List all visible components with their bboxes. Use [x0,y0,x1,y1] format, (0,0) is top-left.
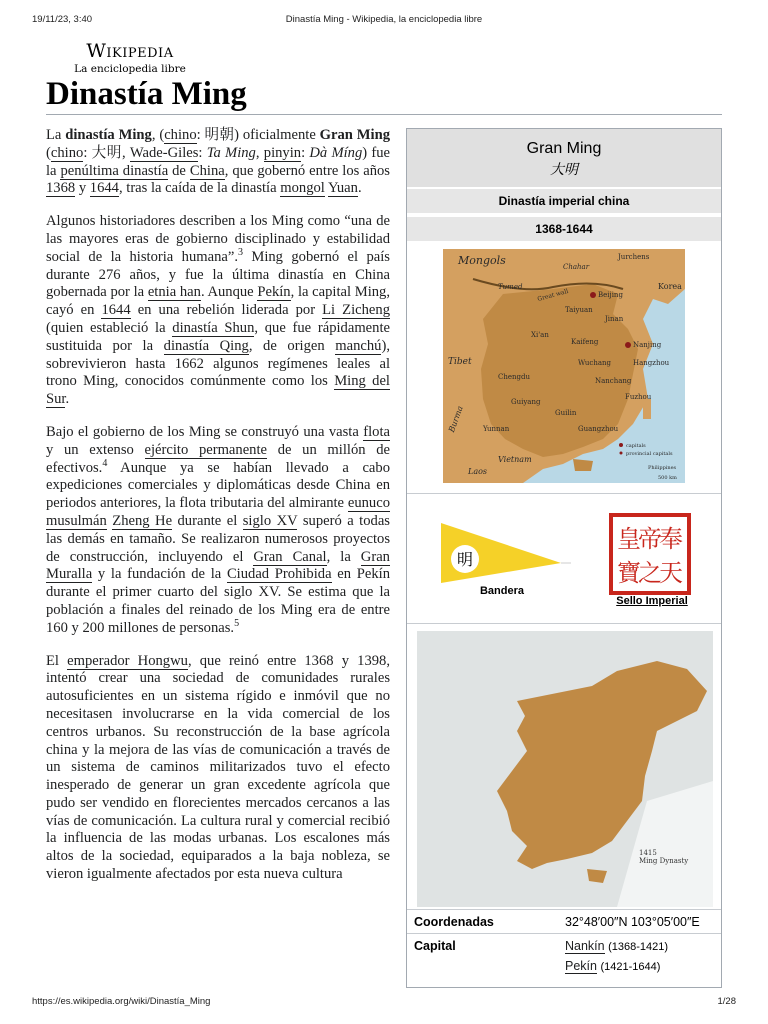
link-1644[interactable]: 1644 [89,180,119,197]
infobox [406,128,722,988]
link-dinastia-shun[interactable]: dinastía Shun [172,319,255,336]
map-label: Philippines [648,465,677,471]
link-zheng-he[interactable]: Zheng He [112,512,173,529]
infobox-subtitle: Dinastía imperial china [407,189,721,213]
map-label: Chengdu [498,373,530,381]
infobox-native-name: 大明 [550,161,578,177]
capital-label: Capital [414,939,456,953]
bold-term: dinastía Ming [65,127,152,143]
map-label: Laos [468,467,488,476]
print-title: Dinastía Ming - Wikipedia, la enciclopedia libre [285,14,483,25]
link-etnia-han[interactable]: etnia han [147,284,201,301]
imperial-seal-image[interactable] [609,513,691,595]
map-label: Korea [658,282,682,291]
wikipedia-logo[interactable] [65,40,195,76]
link-chino[interactable]: chino [50,144,84,161]
seal-char: 皇 [617,526,641,553]
map-label: Taiyuan [565,306,593,314]
bold-term: Gran Ming [319,127,390,143]
ming-provinces-map[interactable] [443,249,685,483]
reference-link[interactable]: 5 [234,617,240,629]
capital-years: (1421-1644) [600,961,661,973]
infobox-row-capital [407,939,721,985]
infobox-divider [407,493,721,494]
seal-char: 之 [638,560,662,587]
page-title: Dinastía Ming [46,76,247,112]
link-1368[interactable]: 1368 [46,180,76,197]
link-manchu[interactable]: manchú [335,337,382,354]
map-label: Guangzhou [578,425,619,433]
link-flota[interactable]: flota [363,423,390,440]
map-label: Vietnam [498,455,532,464]
print-footer [0,996,768,1010]
print-url: https://es.wikipedia.org/wiki/Dinastía_Ming [32,996,211,1007]
link-siglo-xv[interactable]: siglo XV [242,512,298,529]
link-yuan[interactable]: Yuan [327,180,358,197]
map-label: Chahar [563,263,590,271]
map-label: Tibet [448,357,472,367]
coordinates-label: Coordenadas [414,915,494,929]
map-label: Yunnan [483,425,510,433]
link-mongol[interactable]: mongol [280,180,325,197]
infobox-divider [407,623,721,624]
infobox-divider [407,933,721,934]
map-legend-provincial: provincial capitals [626,451,673,457]
infobox-header [407,129,721,187]
link-li-zicheng[interactable]: Li Zicheng [322,302,390,319]
map-label: Tumed [498,283,523,291]
map-label: Fuzhou [625,393,652,401]
print-page-number: 1/28 [717,996,736,1007]
print-header [0,14,768,28]
flag-caption: Bandera [479,585,525,597]
map-label: Xi'an [531,331,549,339]
logo-tagline: La enciclopedia libre [74,63,186,75]
link-emperador-hongwu[interactable]: emperador Hongwu [67,652,188,669]
map-legend-capitals: capitals [626,443,646,449]
reference-link[interactable]: 4 [102,457,108,469]
map-scale: 500 km [658,475,677,481]
link-china[interactable]: China [189,162,225,179]
reference-link[interactable]: 3 [237,246,243,258]
title-divider [46,114,722,115]
paragraph-3: Bajo el gobierno de los Ming se construyó una vasta flota y un extenso ejército permanente de un millón de efectivos.$^4$ Aunque ya se habían llevado a cabo expediciones comerciales y diplomáticas desde China en periodos anteriores, la flota tributaria del almirante eunuco musulmán Zheng He durante el siglo XV superó a todas las demás en tamaño. Se realizaron numerosos proyectos de construcción, incluyendo el Gran Canal, la Gran Muralla y la fundación de la Ciudad Prohibida en Pekín durante el primer cuarto del siglo XV. Se estima que la población a finales del reinado de los Ming era de entre 160 y 200 millones de personas.$^5$ [46,423,390,636]
link-eunuco[interactable]: eunuco [347,495,390,512]
link-gran-canal[interactable]: Gran Canal [253,548,327,565]
infobox-divider [407,909,721,910]
map-label: Guilin [555,409,577,417]
link-pinyin[interactable]: pinyin [263,144,302,161]
ming-1415-map[interactable] [417,631,713,907]
legend-marker [619,443,623,447]
link-ming-del-sur[interactable]: Ming del Sur [46,373,390,408]
map-label: Jinan [605,315,624,323]
map-label: Hangzhou [633,359,670,367]
seal-char: 天 [659,560,683,587]
link-chino[interactable]: chino [164,127,197,143]
flag-image[interactable] [441,523,571,583]
link-ejercito-permanente[interactable]: ejército permanente [144,441,268,458]
flag-character: 明 [456,552,474,569]
paragraph-1: La dinastía Ming, (chino: 明朝) oficialmente Gran Ming (chino: 大明, Wade-Giles: Ta Ming, pinyin: Dà Míng) fue la penúltima dinastía de China, que gobernó entre los años 1368 y 1644, tras la caída de la dinastía mongol Yuan. [46,127,391,197]
seal-char: 寶 [617,560,641,587]
map-label: Nanchang [595,377,632,385]
map-label: Nanjing [633,341,662,349]
capital-link-nankin[interactable]: Nankín [565,939,605,953]
infobox-title: Gran Ming [526,140,602,157]
capital-marker [590,292,596,298]
map-label: Guiyang [511,398,541,406]
print-date: 19/11/23, 3:40 [32,14,93,25]
capital-years: (1368-1421) [608,941,669,953]
map-label: Kaifeng [571,338,599,346]
map-caption: Ming Dynasty [639,857,689,865]
link-gran-muralla[interactable]: Gran Muralla [46,548,390,583]
link-penultima-dinastia[interactable]: penúltima dinastía [60,162,169,179]
link-wade-giles[interactable]: Wade-Giles [129,144,199,161]
link-1644[interactable]: 1644 [101,302,131,319]
capital-link-pekin[interactable]: Pekín [565,959,597,973]
logo-wordmark: Wikipedia [86,40,174,62]
infobox-period: 1368-1644 [407,217,721,241]
link-ciudad-prohibida[interactable]: Ciudad Prohibida [226,566,332,583]
taiwan-island [643,399,651,419]
coordinates-value[interactable]: 32°48′00″N 103°05′00″E [565,915,700,929]
map-year: 1415 [639,849,657,857]
paragraph-2: Algunos historiadores describen a los Ming como “una de las mayores eras de gobierno disciplinado y estabilidad social de la historia humana”.$^3$ Ming gobernó el país durante 276 años, y fue la última dinastía en China gobernada por la etnia han. Aunque Pekín, la capital Ming, cayó en 1644 en una rebelión liderada por Li Zicheng (quien estableció la dinastía Shun, que fue rápidamente sustituida por la dinastía Qing, de origen manchú), sobrevivieron hasta 1662 algunos regímenes leales al trono Ming, conocidos comúnmente como los Ming del Sur. [46,213,390,408]
legend-marker [620,452,623,455]
seal-char: 奉 [659,526,683,553]
article-body [46,127,390,899]
map-label: Burma [447,404,465,434]
seal-caption-link[interactable]: Sello Imperial [616,595,688,607]
capital-marker [625,342,631,348]
seal-char: 帝 [638,526,662,553]
link-pekin[interactable]: Pekín [257,284,291,301]
map-label: Beijing [598,291,623,299]
map-label: Great wall [536,287,570,303]
map-label: Wuchang [578,359,612,367]
paragraph-4: El emperador Hongwu, que reinó entre 1368 y 1398, intentó crear una sociedad de comunidades rurales autosuficientes en un sistema rígido e inmóvil que no necesitasen involucrarse en la vida comercial de los centros urbanos. Su reconstrucción de la base agrícola china y la mejora de las vías de comunicación a través de un sistema de caminos militarizados tuvo el efecto inesperado de generar un gran excedente agrícola que pudo ser vendido en florecientes mercados cercanos a las vías de comunicación. La cultura rural y comercial recibió la influencia de las modas urbanas. Los escalones más altos de la sociedad, equiparados a la baja nobleza, se vieron igualmente afectados por esta nueva cultura [46,652,390,883]
hainan-island [573,459,593,471]
link-dinastia-qing[interactable]: dinastía Qing [163,337,249,354]
link-musulman[interactable]: musulmán [46,512,107,529]
map-label: Jurchens [618,253,650,261]
map-label: Mongols [458,254,506,267]
